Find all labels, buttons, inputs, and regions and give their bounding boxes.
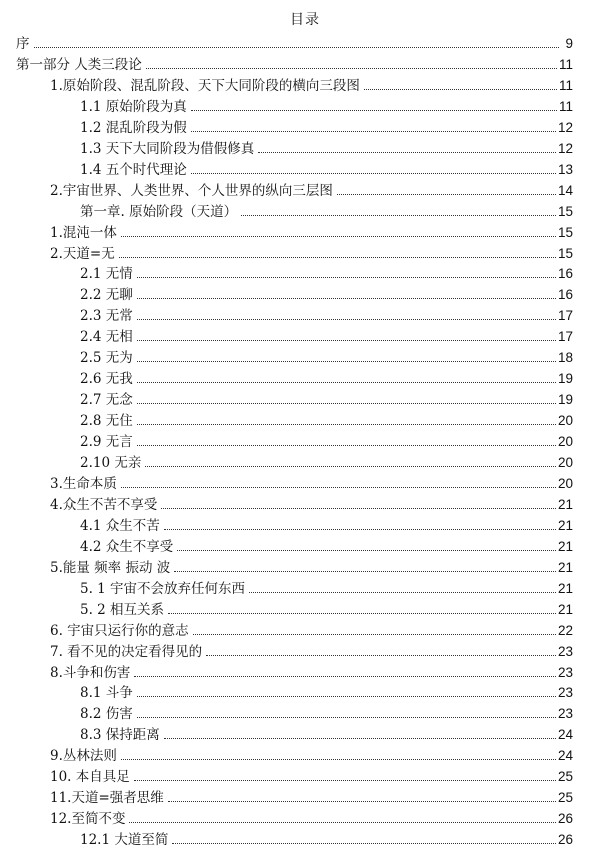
toc-dot-leader — [137, 318, 556, 320]
toc-entry[interactable] — [80, 598, 573, 618]
toc-entry-page-number: 21 — [557, 517, 573, 533]
toc-dot-leader — [337, 193, 556, 195]
toc-dot-leader — [168, 800, 556, 802]
toc-entry[interactable] — [80, 200, 573, 220]
toc-dot-leader — [164, 737, 556, 739]
toc-dot-leader — [145, 465, 556, 467]
toc-entry-page-number: 20 — [557, 413, 573, 429]
toc-entry-page-number: 20 — [557, 455, 573, 470]
toc-entry-label: 4.众生不苦不享受 — [50, 496, 158, 513]
toc-entry-label: 12.至简不变 — [50, 811, 126, 828]
toc-entry[interactable] — [80, 283, 573, 303]
toc-dot-leader — [177, 549, 556, 551]
toc-entry-page-number: 21 — [557, 559, 573, 575]
toc-entry-page-number: 23 — [557, 706, 573, 722]
toc-entry-label: 4.1 众生不苦 — [80, 517, 160, 534]
toc-entry[interactable] — [50, 493, 573, 513]
toc-entry-page-number: 9 — [565, 36, 573, 51]
toc-dot-leader — [168, 612, 556, 614]
toc-entry[interactable] — [50, 556, 573, 576]
toc-entry[interactable] — [80, 262, 573, 282]
toc-entry-page-number: 25 — [557, 790, 573, 806]
toc-entry-page-number: 18 — [557, 350, 573, 366]
toc-entry-label: 1.2 混乱阶段为假 — [80, 119, 187, 136]
toc-entry-page-number: 15 — [557, 224, 573, 240]
toc-entry-label: 1.1 原始阶段为真 — [80, 98, 187, 115]
toc-entry-label: 2.2 无聊 — [80, 287, 133, 304]
toc-dot-leader — [137, 402, 556, 404]
toc-entry[interactable] — [80, 388, 573, 408]
toc-entry-label: 8.3 保持距离 — [80, 727, 160, 744]
toc-entry-page-number: 25 — [557, 769, 573, 785]
toc-entry[interactable] — [50, 221, 573, 241]
toc-dot-leader — [137, 423, 556, 425]
toc-entry-page-number: 14 — [557, 182, 573, 198]
toc-entry-page-number: 23 — [557, 664, 573, 680]
toc-entry[interactable] — [50, 179, 573, 199]
toc-entry-label: 10. 本自具足 — [50, 769, 130, 786]
toc-entry-page-number: 21 — [557, 538, 573, 554]
toc-dot-leader — [137, 297, 556, 299]
toc-entry[interactable] — [80, 95, 573, 115]
toc-entry-label: 2.10 无亲 — [80, 455, 142, 471]
toc-dot-leader — [137, 444, 556, 446]
toc-entry-label: 8.2 伤害 — [80, 706, 133, 723]
toc-entry-page-number: 11 — [558, 77, 573, 93]
toc-entry-label: 3.生命本质 — [50, 475, 117, 492]
toc-dot-leader — [249, 591, 556, 593]
toc-dot-leader — [258, 151, 556, 153]
toc-entry-label: 5. 1 宇宙不会放弃任何东西 — [80, 580, 246, 597]
toc-entry[interactable] — [50, 472, 573, 492]
toc-dot-leader — [134, 779, 556, 781]
toc-entry-label: 9.丛林法则 — [50, 748, 117, 765]
toc-entry[interactable] — [80, 325, 573, 345]
toc-dot-leader — [137, 716, 556, 718]
toc-entry-label: 2.3 无常 — [80, 308, 133, 325]
toc-entry-page-number: 26 — [557, 832, 573, 848]
toc-entry-label: 2.6 无我 — [80, 371, 133, 388]
toc-entry[interactable] — [50, 786, 573, 806]
toc-entry-label: 1.3 天下大同阶段为借假修真 — [80, 140, 255, 157]
toc-entry[interactable] — [80, 430, 573, 450]
toc-entry-page-number: 21 — [557, 580, 573, 596]
toc-entry-label: 8.斗争和伤害 — [50, 664, 131, 681]
toc-entry-page-number: 23 — [557, 643, 573, 659]
toc-entry-label: 序 — [16, 36, 30, 52]
toc-entry-label: 2.宇宙世界、人类世界、个人世界的纵向三层图 — [50, 182, 333, 199]
toc-entry-page-number: 22 — [557, 622, 573, 638]
toc-dot-leader — [137, 381, 556, 383]
toc-entry-label: 12.1 大道至简 — [80, 832, 169, 849]
toc-entry-page-number: 12 — [557, 140, 573, 156]
toc-dot-leader — [364, 88, 557, 90]
toc-dot-leader — [193, 633, 556, 635]
toc-entry-page-number: 21 — [557, 496, 573, 512]
toc-dot-leader — [164, 528, 556, 530]
toc-entry[interactable] — [50, 640, 573, 660]
toc-dot-leader — [34, 46, 560, 48]
toc-dot-leader — [191, 172, 556, 174]
toc-entry-page-number: 15 — [557, 203, 573, 219]
toc-entry-label: 1.原始阶段、混乱阶段、天下大同阶段的横向三段图 — [50, 77, 360, 94]
toc-dot-leader — [172, 842, 556, 844]
toc-entry-label: 7. 看不见的决定看得见的 — [50, 643, 203, 660]
toc-entry-label: 1.4 五个时代理论 — [80, 161, 187, 178]
toc-dot-leader — [121, 235, 556, 237]
toc-entry[interactable] — [80, 702, 573, 722]
toc-entry-page-number: 13 — [557, 161, 573, 177]
toc-entry-label: 11.天道=强者思维 — [50, 790, 164, 807]
toc-dot-leader — [191, 130, 556, 132]
toc-entry[interactable] — [50, 807, 573, 827]
toc-entry-page-number: 21 — [557, 601, 573, 617]
toc-entry-label: 2.1 无情 — [80, 266, 133, 283]
toc-entry-label: 第一章. 原始阶段（天道） — [80, 203, 238, 220]
toc-dot-leader — [161, 507, 556, 509]
toc-entry[interactable] — [50, 242, 573, 262]
toc-entry[interactable] — [80, 116, 573, 136]
toc-dot-leader — [241, 214, 556, 216]
toc-entry-page-number: 23 — [557, 685, 573, 701]
toc-entry[interactable] — [80, 828, 573, 848]
toc-dot-leader — [119, 256, 556, 258]
toc-entry[interactable] — [50, 619, 573, 639]
toc-title: 目录 — [290, 12, 320, 28]
toc-entry-label: 6. 宇宙只运行你的意志 — [50, 622, 189, 639]
toc-entry-page-number: 16 — [557, 266, 573, 282]
toc-entry-label: 4.2 众生不享受 — [80, 538, 174, 555]
toc-entry-label: 第一部分 人类三段论 — [16, 56, 142, 73]
toc-dot-leader — [191, 109, 557, 111]
toc-entry-label: 8.1 斗争 — [80, 685, 133, 702]
toc-dot-leader — [129, 821, 555, 823]
toc-entry-label: 2.4 无相 — [80, 329, 133, 346]
toc-dot-leader — [146, 67, 557, 69]
toc-dot-leader — [121, 758, 556, 760]
toc-entry-label: 2.天道=无 — [50, 245, 115, 262]
toc-dot-leader — [137, 360, 556, 362]
toc-entry-page-number: 15 — [557, 245, 573, 261]
toc-entry[interactable] — [16, 53, 573, 73]
toc-entry[interactable] — [80, 514, 573, 534]
toc-entry-label: 2.5 无为 — [80, 350, 133, 367]
toc-entry[interactable] — [80, 535, 573, 555]
toc-entry-page-number: 16 — [557, 287, 573, 303]
toc-entry[interactable] — [50, 765, 573, 785]
toc-dot-leader — [121, 486, 556, 488]
toc-entry[interactable] — [50, 74, 573, 94]
toc-entry-page-number: 17 — [557, 308, 573, 324]
toc-entry[interactable] — [80, 346, 573, 366]
toc-entry-page-number: 11 — [558, 98, 573, 114]
toc-entry-page-number: 26 — [557, 811, 573, 827]
toc-entry-page-number: 24 — [557, 748, 573, 764]
toc-entry[interactable] — [80, 158, 573, 178]
toc-entry[interactable] — [80, 304, 573, 324]
toc-dot-leader — [137, 276, 556, 278]
toc-entry[interactable] — [80, 137, 573, 157]
toc-entry[interactable] — [80, 409, 573, 429]
toc-entry[interactable] — [80, 367, 573, 387]
toc-entry-page-number: 24 — [557, 727, 573, 743]
toc-dot-leader — [206, 654, 556, 656]
toc-dot-leader — [137, 339, 556, 341]
toc-entry[interactable] — [80, 577, 573, 597]
toc-dot-leader — [174, 570, 556, 572]
toc-entry-page-number: 20 — [557, 434, 573, 450]
toc-dot-leader — [137, 695, 556, 697]
toc-entry[interactable] — [50, 744, 573, 764]
toc-entry-page-number: 11 — [558, 56, 573, 72]
toc-entry[interactable] — [80, 451, 573, 471]
toc-entry[interactable] — [80, 681, 573, 701]
toc-entry-label: 2.9 无言 — [80, 434, 133, 451]
toc-entry-page-number: 17 — [557, 329, 573, 345]
toc-entry-label: 2.7 无念 — [80, 392, 133, 409]
toc-entry[interactable] — [50, 661, 573, 681]
toc-dot-leader — [134, 675, 556, 677]
toc-entry-label: 5.能量 频率 振动 波 — [50, 559, 171, 576]
toc-entry-label: 5. 2 相互关系 — [80, 601, 165, 618]
toc-entry-page-number: 19 — [557, 371, 573, 387]
toc-entry-page-number: 19 — [557, 392, 573, 408]
toc-entry-page-number: 20 — [557, 475, 573, 491]
toc-entry-page-number: 12 — [557, 119, 573, 135]
toc-entry-label: 2.8 无住 — [80, 413, 133, 430]
toc-entry[interactable] — [16, 32, 573, 52]
toc-entry-label: 1.混沌一体 — [50, 224, 117, 241]
toc-entry[interactable] — [80, 723, 573, 743]
